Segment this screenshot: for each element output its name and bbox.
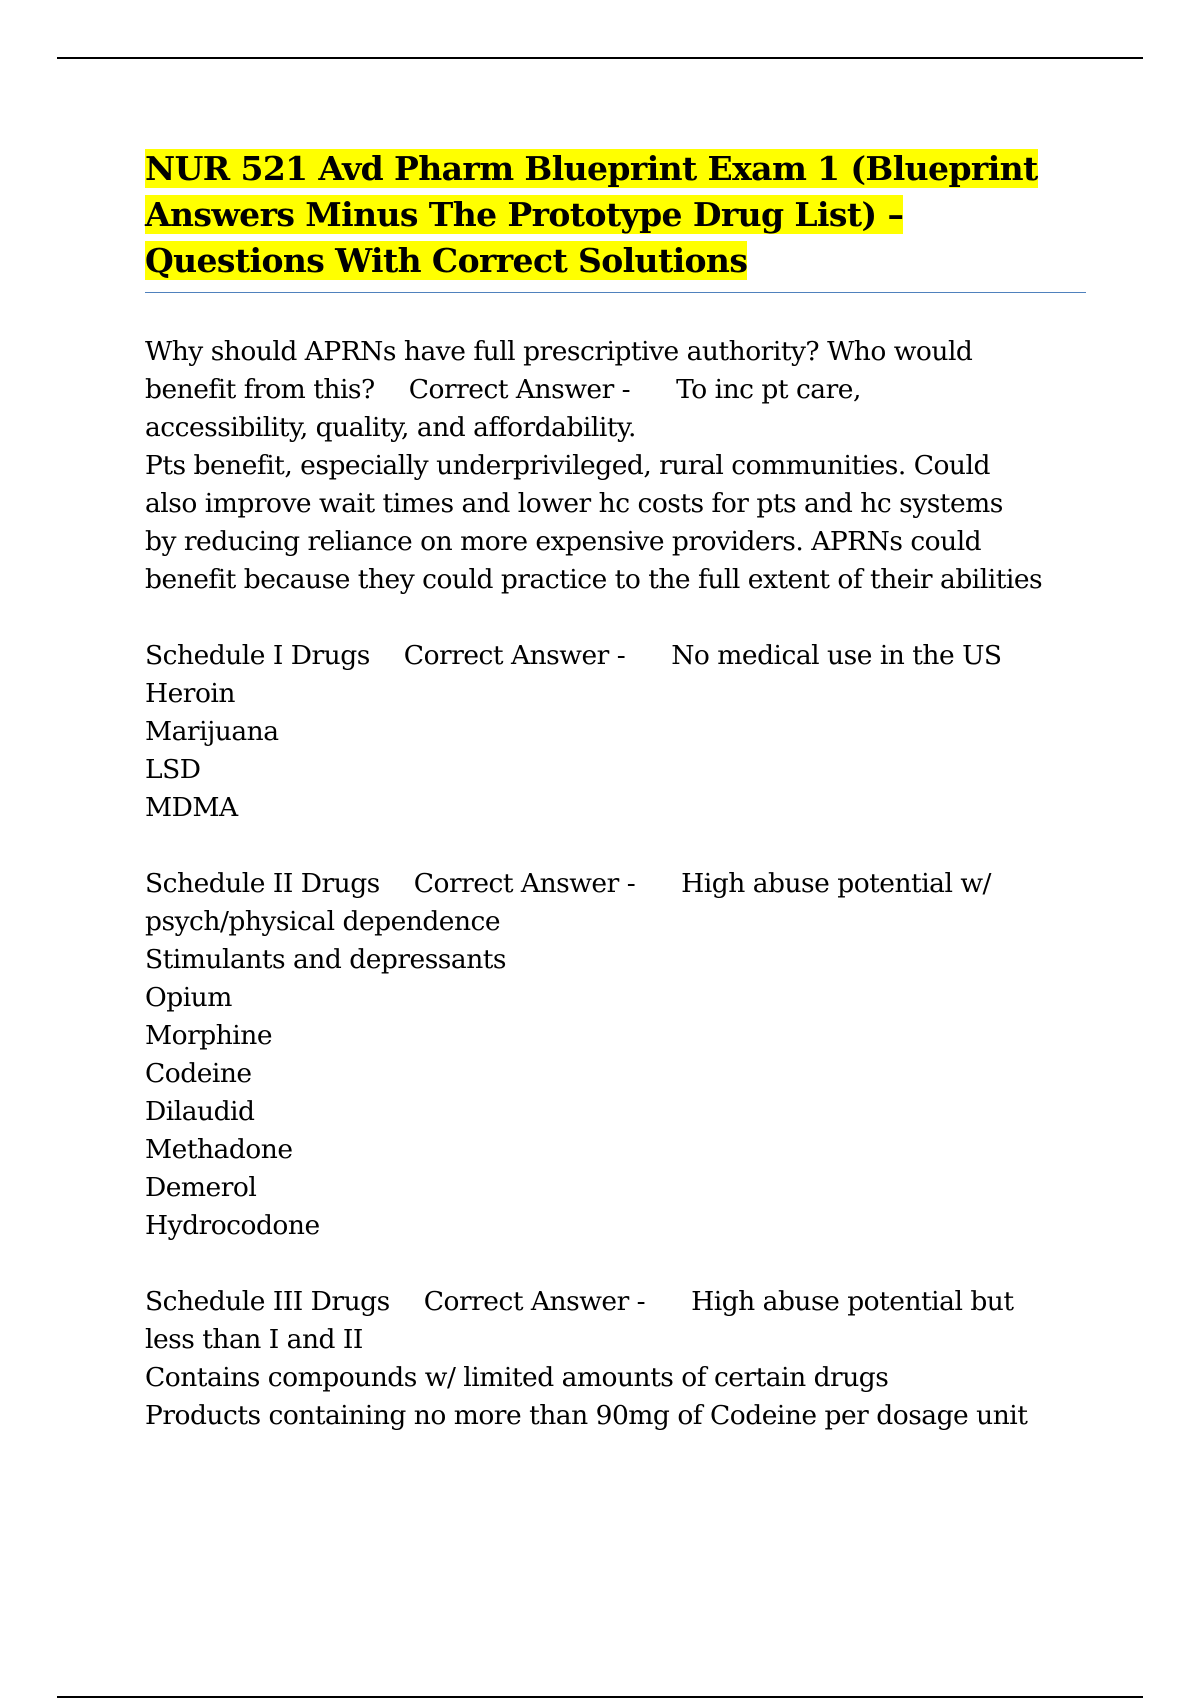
answer-line: Opium: [145, 982, 232, 1013]
bottom-page-rule: [57, 1696, 1143, 1698]
question-text: Why should APRNs have full prescriptive authority? Who would: [145, 336, 973, 367]
answer-line: Morphine: [145, 1020, 273, 1051]
answer-line: psych/physical dependence: [145, 906, 501, 937]
top-page-rule: [57, 57, 1143, 59]
answer-line: Codeine: [145, 1058, 252, 1089]
question-text-cont: benefit from this?: [145, 374, 375, 405]
answer-line: less than I and II: [145, 1324, 363, 1355]
document-title: [145, 146, 1086, 284]
answer-line: accessibility, quality, and affordability.: [145, 412, 636, 443]
question-text: Schedule II Drugs: [145, 868, 380, 899]
answer-text: To inc pt care,: [676, 374, 861, 405]
document-title-block: [145, 146, 1086, 293]
answer-line: Dilaudid: [145, 1096, 255, 1127]
title-line-2: Answers Minus The Prototype Drug List) –: [145, 195, 904, 234]
answer-marker: Correct Answer -: [423, 1286, 646, 1317]
answer-marker: Correct Answer -: [413, 868, 636, 899]
question-answer-line: [145, 865, 1090, 903]
answer-line: Products containing no more than 90mg of Codeine per dosage unit: [145, 1400, 1028, 1431]
qa-item-schedule-iii: [145, 1283, 1090, 1435]
answer-line: benefit because they could practice to the full extent of their abilities: [145, 564, 1043, 595]
answer-line: Marijuana: [145, 716, 279, 747]
answer-line: MDMA: [145, 792, 238, 823]
answer-text: No medical use in the US: [671, 640, 1002, 671]
answer-line: Methadone: [145, 1134, 293, 1165]
answer-marker: Correct Answer -: [408, 374, 631, 405]
document-body: [145, 146, 1090, 1473]
answer-line: Pts benefit, especially underprivileged, rural communities. Could: [145, 450, 990, 481]
answer-line: LSD: [145, 754, 201, 785]
answer-line: Hydrocodone: [145, 1210, 320, 1241]
answer-text: High abuse potential but: [691, 1286, 1014, 1317]
answer-line: by reducing reliance on more expensive providers. APRNs could: [145, 526, 982, 557]
title-line-1: NUR 521 Avd Pharm Blueprint Exam 1 (Blueprint: [145, 149, 1038, 188]
answer-line: Contains compounds w/ limited amounts of certain drugs: [145, 1362, 889, 1393]
question-text: Schedule III Drugs: [145, 1286, 390, 1317]
answer-text: High abuse potential w/: [681, 868, 991, 899]
question-answer-line: [145, 637, 1090, 675]
question-text: Schedule I Drugs: [145, 640, 370, 671]
answer-line: Stimulants and depressants: [145, 944, 507, 975]
qa-item-aprn-authority: [145, 333, 1090, 599]
answer-line: also improve wait times and lower hc costs for pts and hc systems: [145, 488, 1003, 519]
answer-line: Heroin: [145, 678, 235, 709]
answer-line: Demerol: [145, 1172, 257, 1203]
title-line-3: Questions With Correct Solutions: [145, 241, 748, 280]
question-answer-line: [145, 371, 1090, 409]
qa-item-schedule-i: [145, 637, 1090, 827]
question-answer-line: [145, 1283, 1090, 1321]
answer-marker: Correct Answer -: [403, 640, 626, 671]
qa-item-schedule-ii: [145, 865, 1090, 1245]
